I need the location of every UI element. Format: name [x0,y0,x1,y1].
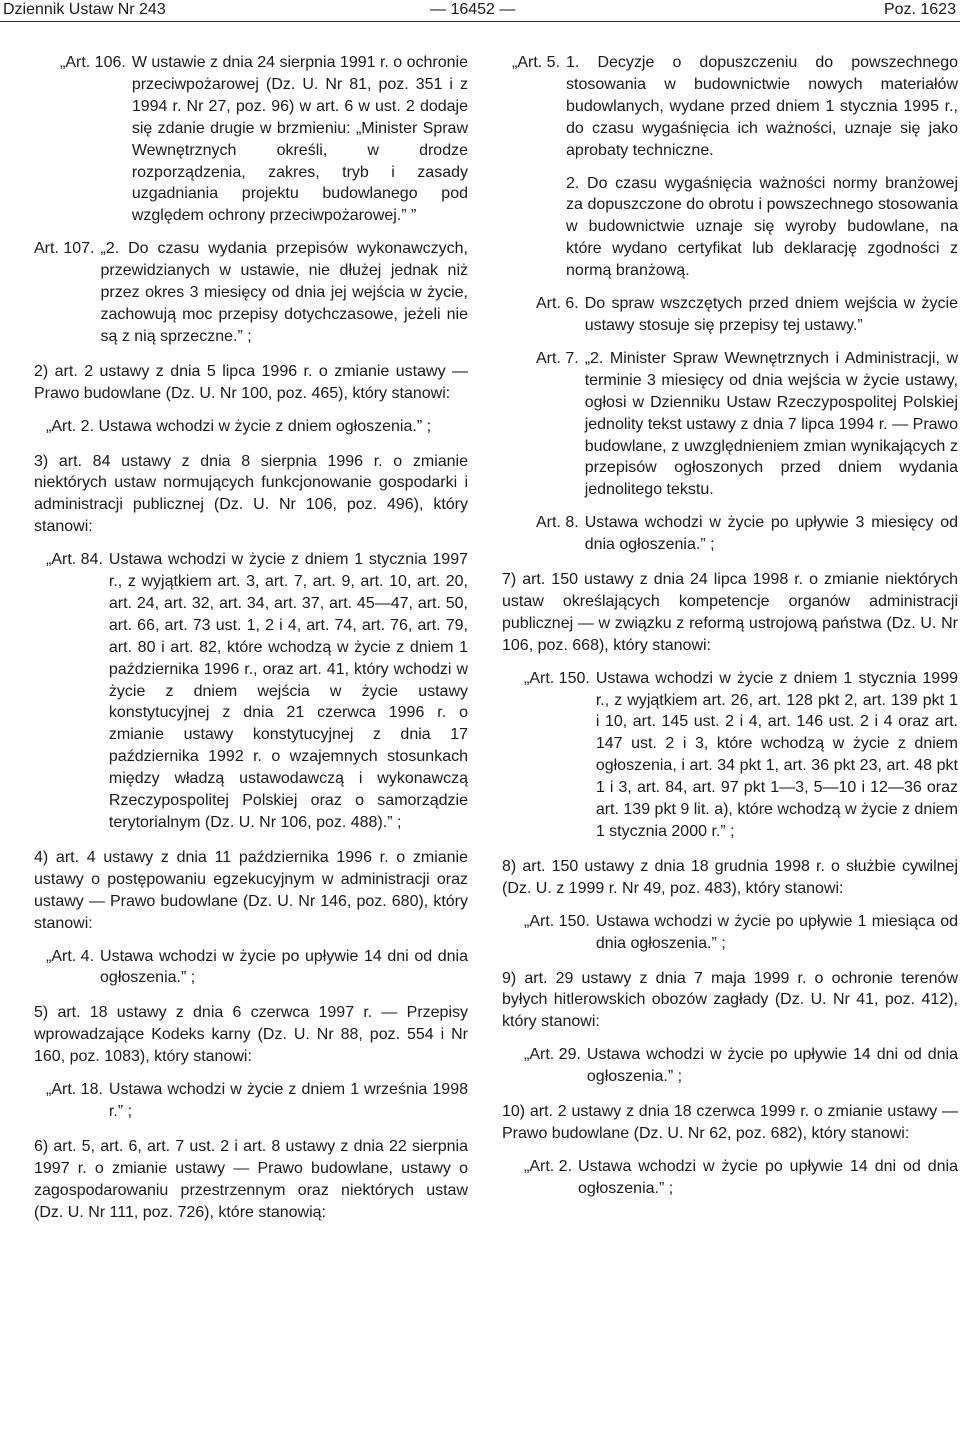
list-item-4: 4) art. 4 ustawy z dnia 11 października 1996 r. o zmianie ustawy o postępowaniu egzekucyjnym w administracji oraz ustawy — Prawo budowlane (Dz. U. Nr 146, poz. 680), który stanowi: [34,848,468,932]
article-label: „Art. 18. [46,1081,103,1099]
article-text: W ustawie z dnia 24 sierpnia 1991 r. o ochronie przeciwpożarowej (Dz. U. Nr 81, poz. 351 i z 1994 r. Nr 27, poz. 96) w art. 6 w ust. 2 dodaje się zdanie drugie w brzmieniu: „Minister Spraw Wewnętrznych określi, w drodze rozporządzenia, zakres, tryb i zasady uzgadniania projektu budowlanego pod względem ochrony przeciwpożarowej.” ” [131,54,469,225]
quote-art-29 [502,1044,958,1088]
article-label: „Art. 5. [512,54,561,71]
list-item-3: 3) art. 84 ustawy z dnia 8 sierpnia 1996 r. o zmianie niektórych ustaw normujących funkcjonowanie gospodarki i administracji publicznej (Dz. U. Nr 106, poz. 496), który stanowi: [34,452,468,536]
list-item-8: 8) art. 150 ustawy z dnia 18 grudnia 1998 r. o służbie cywilnej (Dz. U. z 1999 r. Nr 49, poz. 483), który stanowi: [502,857,958,897]
list-item-5: 5) art. 18 ustawy z dnia 6 czerwca 1997 r. — Przepisy wprowadzające Kodeks karny (Dz. U. Nr 88, poz. 554 i Nr 160, poz. 1083), który stanowi: [34,1004,468,1066]
article-7 [502,348,958,501]
article-5 [502,52,958,282]
article-label: „Art. 2. [524,1157,573,1175]
list-item-7: 7) art. 150 ustawy z dnia 24 lipca 1998 r. o zmianie niektórych ustaw określających kompetencje organów administracji publicznej — w związku z reformą ustrojową państwa (Dz. U. Nr 106, poz. 668), który stanowi: [502,571,958,654]
article-5-para-2: 2. Do czasu wygaśnięcia ważności normy branżowej za dopuszczone do obrotu i powszechnego stosowania w budownictwie uznaje się wyroby budowlane, na które wydano certyfikat lub deklarację zgodności z normą branżową. [566,174,958,280]
page-number: — 16452 — [430,1,516,18]
article-label: „Art. 29. [524,1046,581,1064]
quote-art-150-civil [502,911,958,955]
quote-art-2: „Art. 2. Ustawa wchodzi w życie z dniem ogłoszenia.” ; [46,417,432,435]
article-106 [34,52,468,227]
quote-art-4 [34,946,468,990]
header-rule [0,21,960,22]
article-label: „Art. 84. [46,551,103,569]
article-107 [34,238,468,348]
quote-art-2-building [502,1156,958,1200]
article-6 [502,293,958,337]
article-label: Art. 8. [536,514,579,532]
article-text [560,52,958,282]
article-label: Art. 107. [34,240,95,258]
journal-title: Dziennik Ustaw Nr 243 [3,1,166,18]
quote-art-150 [502,668,958,843]
article-text: Ustawa wchodzi w życie po upływie 14 dni od dnia ogłoszenia.” ; [586,1046,958,1086]
list-item-2: 2) art. 2 ustawy z dnia 5 lipca 1996 r. o zmianie ustawy — Prawo budowlane (Dz. U. Nr 100, poz. 465), który stanowi: [34,362,468,402]
quote-art-18 [34,1079,468,1123]
article-text: Ustawa wchodzi w życie po upływie 1 miesiąca od dnia ogłoszenia.” ; [595,912,958,952]
right-column [502,52,958,1200]
article-label: Art. 7. [536,349,579,367]
article-text: „2. Minister Spraw Wewnętrznych i Administracji, w terminie 3 miesięcy od dnia wejścia w życie ustawy, ogłosi w Dzienniku Ustaw Rzeczypospolitej Polskiej jednolity tekst ustawy z dnia 7 lipca 1994 r. — Prawo budowlane, z uwzględnieniem zmian wynikających z przepisów ogłoszonych przed dniem wydania jednolitego tekstu. [584,349,958,499]
article-label: „Art. 150. [524,669,590,687]
page-header [0,0,960,22]
article-text: „2. Do czasu wydania przepisów wykonawczych, przewidzianych w ustawie, nie dłużej jednak niż przez okres 3 miesięcy od dnia jej wejścia w życie, zachowują moc przepisy dotychczasowe, jeżeli nie są z nią sprzeczne.” ; [100,240,468,345]
article-text: Ustawa wchodzi w życie po upływie 14 dni od dnia ogłoszenia.” ; [578,1157,958,1197]
list-item-6: 6) art. 5, art. 6, art. 7 ust. 2 i art. 8 ustawy z dnia 22 sierpnia 1997 r. o zmianie ustawy — Prawo budowlane, ustawy o zagospodarowaniu przestrzennym oraz niektórych ustaw (Dz. U. Nr 111, poz. 726), które stanowią: [34,1137,468,1221]
article-label: „Art. 106. [60,54,126,71]
article-text: Ustawa wchodzi w życie z dniem 1 stycznia 1997 r., z wyjątkiem art. 3, art. 7, art. 9, art. 10, art. 20, art. 24, art. 32, art. 34, art. 37, art. 45—47, art. 50, art. 66, art. 73 ust. 1, 2 i 4, art. 74, art. 76, art. 79, art. 80 i art. 82, które wchodzą w życie z dniem 1 października 1996 r., oraz art. 41, który wchodzi w życie z dniem wejścia w życie ustawy konstytucyjnej z dnia 21 czerwca 1996 r. o zmianie ustawy konstytucyjnej z dnia 17 października 1992 r. o wzajemnych stosunkach między władzą ustawodawczą i wykonawczą Rzeczypospolitej Polskiej oraz o samorządzie terytorialnym (Dz. U. Nr 106, poz. 488).” ; [108,551,468,831]
article-label: „Art. 150. [524,912,590,930]
article-text: Ustawa wchodzi w życie po upływie 3 miesięcy od dnia ogłoszenia.” ; [584,514,958,554]
list-item-9: 9) art. 29 ustawy z dnia 7 maja 1999 r. o ochronie terenów byłych hitlerowskich obozów zagłady (Dz. U. Nr 41, poz. 412), który stanowi: [502,969,958,1031]
article-label: Art. 6. [536,295,579,313]
article-text: Do spraw wszczętych przed dniem wejścia w życie ustawy stosuje się przepisy tej ustawy.” [584,295,958,334]
article-5-para-1: 1. Decyzje o dopuszczeniu do powszechnego stosowania w budownictwie nowych materiałów budowlanych, wydane przed dniem 1 stycznia 1995 r., do czasu wygaśnięcia ich ważności, uznaje się jako aprobaty techniczne. [566,54,958,159]
article-label: „Art. 4. [46,947,95,965]
article-text: Ustawa wchodzi w życie po upływie 14 dni od dnia ogłoszenia.” ; [100,947,468,987]
article-text: Ustawa wchodzi w życie z dniem 1 września 1998 r.” ; [108,1081,468,1120]
article-text: Ustawa wchodzi w życie z dniem 1 stycznia 1999 r., z wyjątkiem art. 26, art. 128 pkt 2, art. 139 pkt 1 i 10, art. 145 ust. 2 i 4, art. 146 ust. 2 i 4 oraz art. 147 ust. 2 i 3, które wchodzą w życie z dniem ogłoszenia, i art. 34 pkt 1, art. 36 pkt 23, art. 48 pkt 1 i 3, art. 84, art. 97 pkt 1—3, 5—10 i 12—36 oraz art. 139 pkt 9 lit. a), które wchodzą w życie z dniem 1 stycznia 2000 r.” ; [595,669,958,840]
position-number: Poz. 1623 [883,1,956,18]
article-8 [502,512,958,556]
left-column [34,52,468,1224]
quote-art-84 [34,549,468,834]
list-item-10: 10) art. 2 ustawy z dnia 18 czerwca 1999 r. o zmianie ustawy — Prawo budowlane (Dz. U. Nr 62, poz. 682), który stanowi: [502,1103,958,1142]
